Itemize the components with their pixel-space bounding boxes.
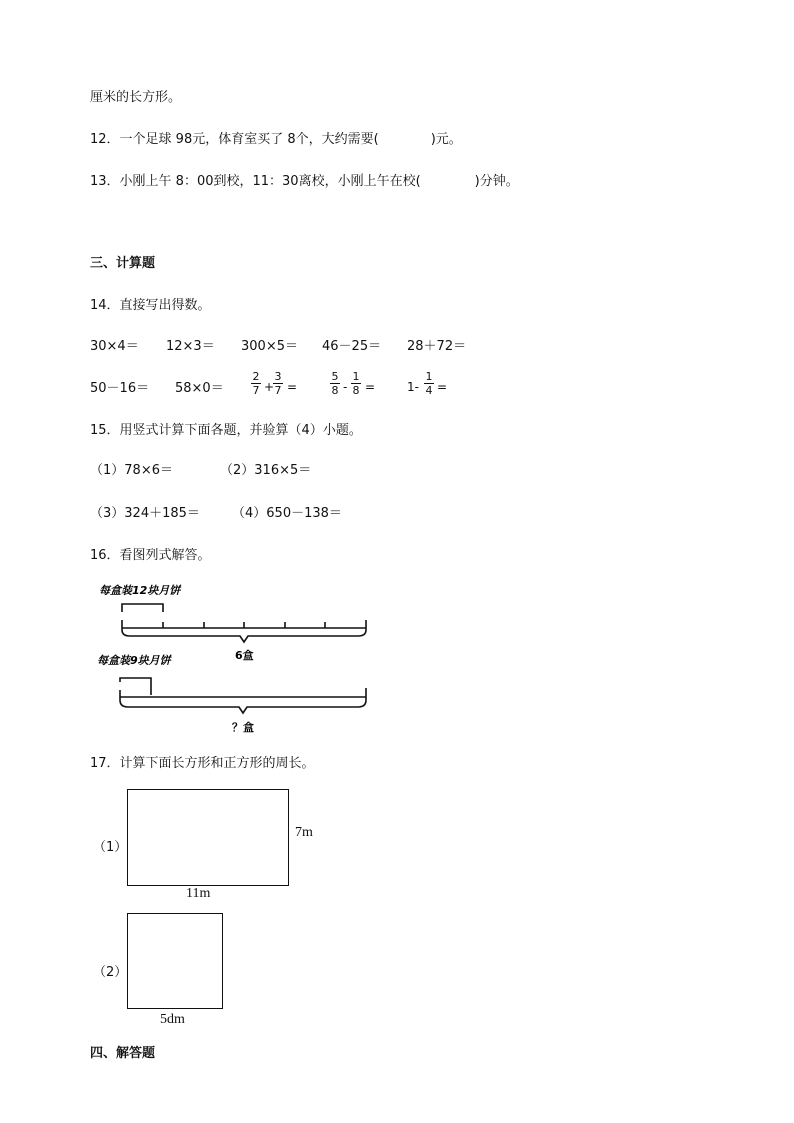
numerator: 5 [331,370,339,383]
rectangle-figure [127,789,289,886]
question-13-text: 13．小刚上午 8：00到校，11：30离校，小刚上午在校( [90,174,421,189]
line-segment-diagram [95,578,385,738]
question-17: 17．计算下面长方形和正方形的周长。 [90,756,315,771]
calc-item: 300×5＝ [241,339,298,354]
calc-item: 50－16＝ [90,381,150,396]
height-label: 7m [295,825,313,840]
fraction [330,370,340,397]
equals-sign: = [437,380,448,394]
question-12-suffix: )元。 [430,132,462,147]
numerator: 2 [252,370,260,383]
brace-bottom [120,678,151,695]
calc-item: 30×4＝ [90,339,139,354]
diagram-total-top: 6盒 [235,649,254,662]
calc-item: （4）650－138＝ [232,506,342,521]
calc-item: （3）324＋185＝ [90,506,200,521]
numerator: 1 [352,370,360,383]
operator: + [264,380,275,394]
calc-item: 28＋72＝ [407,339,467,354]
numerator: 1 [425,370,433,383]
fraction [273,370,283,397]
question-12 [90,131,462,149]
denominator: 8 [352,384,360,397]
calc-item: （2）316×5＝ [220,463,312,478]
text-line: 厘米的长方形。 [90,90,182,105]
question-12-text: 12．一个足球 98元，体育室买了 8个，大约需要( [90,132,379,147]
denominator: 4 [425,384,433,397]
question-13 [90,173,519,191]
calc-item: （1）78×6＝ [90,463,173,478]
width-label: 11m [186,886,211,901]
brace-bottom-bottom [120,700,366,713]
calc-item: 46－25＝ [322,339,382,354]
denominator: 8 [331,384,339,397]
section-heading: 四、解答题 [90,1046,156,1061]
equals-sign: = [287,380,298,394]
question-14: 14．直接写出得数。 [90,298,211,313]
brace-bottom-top [122,630,366,642]
brace-top [122,604,163,612]
diagram-label-bottom: 每盒装9块月饼 [97,654,171,667]
question-13-suffix: )分钟。 [474,174,519,189]
calc-item: 58×0＝ [175,381,224,396]
question-16: 16．看图列式解答。 [90,548,211,563]
question-15: 15．用竖式计算下面各题，并验算（4）小题。 [90,423,362,438]
fraction [351,370,361,397]
equals-sign: = [365,380,376,394]
diagram-total-bottom: ？盒 [232,721,254,734]
numerator: 3 [274,370,282,383]
calc-item: 12×3＝ [166,339,215,354]
item-label: （2） [93,965,128,980]
operator: - [343,380,348,394]
section-heading: 三、计算题 [90,256,156,271]
fraction [424,370,434,397]
diagram-label-top: 每盒装12块月饼 [99,584,181,597]
fraction [251,370,261,397]
denominator: 7 [274,384,282,397]
square-figure [127,913,223,1009]
side-label: 5dm [160,1012,185,1027]
item-label: （1） [93,840,128,855]
whole-number-minus: 1- [407,380,419,394]
denominator: 7 [252,384,260,397]
